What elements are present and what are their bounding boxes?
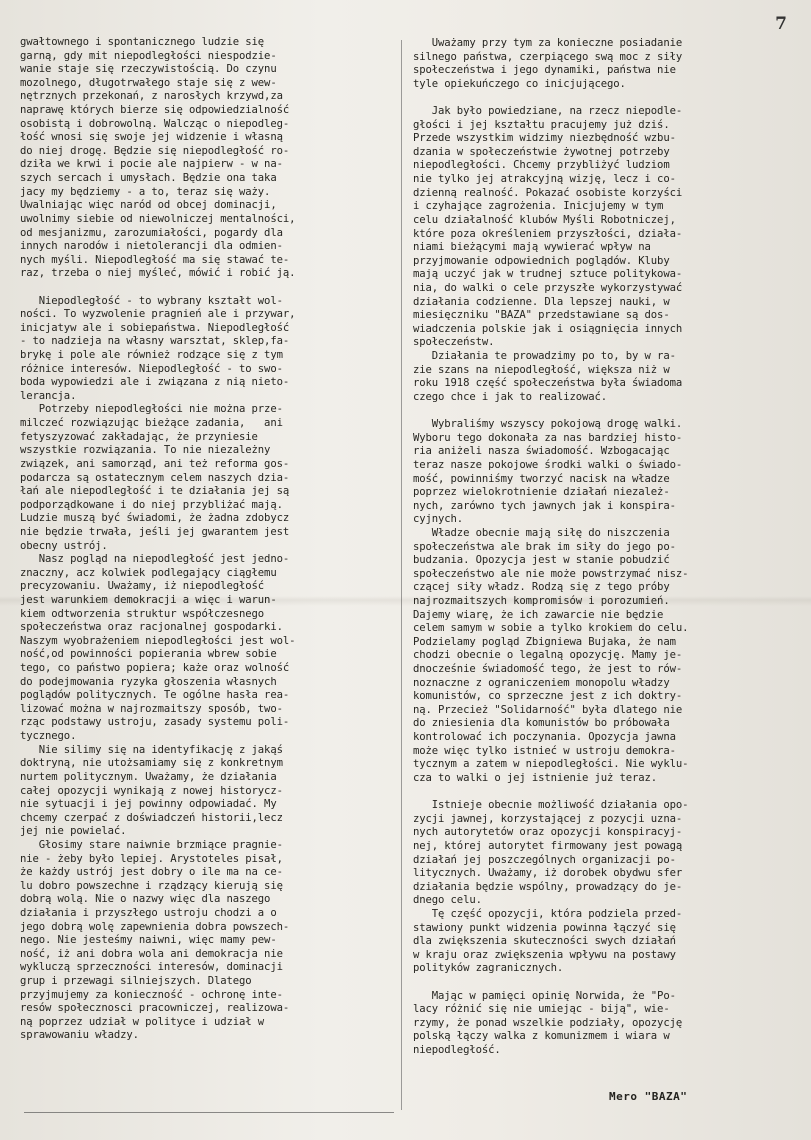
text-line: mają uczyć jak w trudnej sztuce politykowa-	[413, 268, 683, 281]
text-line: boda wypowiedzi ale i związana z nią nieto-	[20, 376, 290, 389]
text-line: tyle opiekuńczego co inicjującego.	[413, 77, 626, 90]
text-line: działania codzienne. Dla lepszej nauki, w	[413, 295, 670, 308]
text-line: stawiony punkt widzenia powinna łączyć się	[413, 921, 676, 934]
text-line: kontrolować ich poczynania. Opozycja jawna	[413, 731, 676, 744]
text-line: tycznego.	[20, 730, 77, 743]
text-line: celem samym w sobie a tylko krokiem do celu.	[413, 622, 689, 635]
text-line: polityków zagranicznych.	[413, 962, 564, 975]
text-line: może więc tylko istnieć w ustroju demokra-	[413, 744, 676, 757]
text-line: znaczny, acz kolwiek podlegający ciągłemu	[20, 566, 277, 579]
text-line: dla zwiększenia skuteczności swych działań	[413, 935, 676, 948]
text-line: roku 1918 część społeczeństwa była świadoma	[413, 377, 683, 390]
text-line: podporządkowane i do niej przybliżać mają.	[20, 498, 283, 511]
text-line: inicjatyw ale i sobiepaństwa. Niepodległość	[20, 321, 290, 334]
text-line	[413, 91, 798, 105]
text-line: Tę część opozycji, która podziela przed-	[413, 908, 683, 920]
text-line: wiadczenia polskie jak i osiągnięcia innych	[413, 322, 683, 335]
text-line: fetyszyzować zakładając, że przyniesie	[20, 430, 258, 443]
text-line: i czyhające zagrożenia. Inicjujemy w tym	[413, 200, 664, 213]
text-line: które poza określeniem przyszłości, działa-	[413, 227, 683, 240]
right-text-column	[413, 37, 798, 1058]
text-line: obecny ustrój.	[20, 539, 108, 552]
text-line: komunistów, co sprzeczne jest z ich doktry-	[413, 690, 683, 703]
text-line: działania będzie wspólny, prowadzący do je-	[413, 880, 683, 893]
text-line: nej, której autorytet firmowany jest powagą	[413, 839, 683, 852]
text-line: miesięczniku "BAZA" przedstawiane są dos-	[413, 309, 670, 322]
text-line: zie szans na niepodległość, większa niż w	[413, 363, 670, 376]
signature: Mero "BAZA"	[609, 1090, 688, 1103]
text-line: wykluczą sprzeczności interesów, dominacji	[20, 961, 283, 974]
text-line: precyzowaniu. Uważamy, iż niepodległość	[20, 580, 265, 593]
text-line: Potrzeby niepodległości nie można prze-	[20, 403, 283, 416]
bottom-rule	[24, 1112, 394, 1113]
text-line: ną. Przecież "Solidarność" była dlatego nie	[413, 703, 683, 716]
text-line: Ludzie muszą być świadomi, że żadna zdobycz	[20, 512, 290, 525]
text-line: doktryną, nie utożsamiamy się z konkretnym	[20, 757, 283, 770]
text-line: celu działalność klubów Myśli Robotniczej,	[413, 213, 676, 226]
text-line: zycji jawnej, korzystającej z pozycji uzna-	[413, 812, 683, 825]
text-line: ność,od powinności popierania wbrew sobie	[20, 648, 277, 661]
text-line: społeczeństwa i jego dynamiki, państwa nie	[413, 64, 676, 77]
text-line: łość wnosi się swoje jej widzenie i własną	[20, 131, 283, 144]
text-line: tego, co państwo popiera; każe oraz wolność	[20, 662, 290, 675]
text-line: nych, zarówno tych jawnych jak i konspira-	[413, 499, 676, 512]
text-line: społeczeństw.	[413, 336, 495, 349]
text-line: jacy my będziemy - a to, teraz się waży.	[20, 185, 271, 198]
text-line: szych sercach i umysłach. Będzie ona taka	[20, 172, 277, 185]
left-text-column	[20, 36, 392, 1043]
text-line: związek, ani samorząd, ani też reforma gos-	[20, 457, 290, 470]
text-line: teraz nasze pokojowe środki walki o świado-	[413, 458, 683, 471]
text-line: lu dobro powszechne i rządzący kierują się	[20, 879, 283, 892]
text-line: nurtem politycznym. Uważamy, że działania	[20, 770, 277, 783]
text-line: cza to walki o jej istnienie już teraz.	[413, 771, 658, 784]
text-line: nych myśli. Niepodległość ma się stawać te-	[20, 253, 290, 266]
text-line: rząc podstawy ustroju, zasady systemu poli-	[20, 716, 290, 729]
text-line: niepodległość.	[413, 1044, 501, 1057]
text-line: rzymy, że ponad wszelkie podziały, opozycję	[413, 1016, 683, 1029]
text-line: raz, trzeba o niej myśleć, mówić i robić ją.	[20, 267, 296, 280]
text-line: nie tylko jej atrakcyjną wizję, lecz i co-	[413, 173, 676, 186]
text-line: niami bieżącymi mają wywierać wpływ na	[413, 241, 651, 254]
text-line: sprawowaniu władzy.	[20, 1029, 139, 1042]
text-line: garną, gdy mit niepodległości niespodzie-	[20, 49, 277, 62]
text-line: czego chce i jak to realizować.	[413, 390, 607, 403]
text-line: lacy różnić się nie umiejąc - biją", wie-	[413, 1003, 670, 1016]
text-line: ności. To wyzwolenie pragnień ale i przywar,	[20, 308, 296, 321]
text-line: wanie staje się rzeczywistością. Do czynu	[20, 63, 277, 76]
text-line: nie będzie trwała, jeśli jej gwarantem jest	[20, 525, 290, 538]
text-line: litycznych. Uważamy, iż dorobek obydwu sfer	[413, 867, 683, 880]
text-line: naprawę których bierze się odpowiedzialność	[20, 104, 290, 117]
text-line: wszystkie rozwiązania. To nie niezależny	[20, 444, 271, 457]
text-line: nych autorytetów oraz opozycji konspiracyj-	[413, 826, 683, 839]
text-line: poprzez wielokrotnienie działań niezależ-	[413, 486, 670, 499]
text-line: jej nie powielać.	[20, 825, 127, 838]
text-line	[413, 976, 798, 990]
text-line: niepodległości. Chcemy przybliżyć ludziom	[413, 159, 670, 172]
text-line: całej opozycji wynikają z nowej historycz-	[20, 784, 283, 797]
text-line: Wyboru tego dokonała za nas bardziej histo-	[413, 431, 683, 444]
text-line: innych narodów i nietolerancji dla odmien-	[20, 240, 283, 253]
text-line: mozolnego, długotrwałego staje się z wew-	[20, 76, 277, 89]
text-line: grup i przewagi silniejszych. Dlatego	[20, 975, 252, 988]
text-line: ną poprzez udział w polityce i udział w	[20, 1015, 265, 1028]
text-line: milczeć rozwiązując bieżące zadania, ani	[20, 417, 283, 430]
text-line: dnocześnie świadomość tego, że jest to rów-	[413, 663, 683, 676]
text-line: nętrznych przekonań, z narosłych krzywd,za	[20, 90, 283, 103]
text-line: Władze obecnie mają siłę do niszczenia	[413, 526, 670, 539]
text-line: Dajemy wiarę, że ich zawarcie nie będzie	[413, 608, 664, 621]
text-line: polską łączy walka z komunizmem i wiara w	[413, 1030, 670, 1043]
text-line: lizować można w najrozmaitszy sposób, two-	[20, 702, 283, 715]
text-line: różnice interesów. Niepodległość - to swo-	[20, 362, 283, 375]
text-line: Głosimy stare naiwnie brzmiące pragnie-	[20, 838, 283, 851]
text-line: łań ale niepodległość i te działania jej są	[20, 485, 290, 498]
text-line: kiem odtworzenia struktur współczesnego	[20, 607, 265, 620]
text-line	[413, 404, 798, 418]
text-line: tycznym a zatem w niepodległości. Nie wyklu-	[413, 758, 689, 771]
text-line: mość, powinniśmy tworzyć nacisk na władze	[413, 472, 670, 485]
text-line: społeczeństwa oraz racjonalnej gospodarki.	[20, 621, 283, 634]
text-line: uwolnimy siebie od niewolniczej mentalności,	[20, 212, 296, 225]
text-line: dzienną realność. Pokazać osobiste korzyści	[413, 186, 683, 199]
text-line: nego. Nie jesteśmy naiwni, więc mamy pew-	[20, 934, 277, 947]
text-line: Nie silimy się na identyfikację z jakąś	[20, 743, 283, 756]
text-line: brykę i pole ale również rodzące się z tym	[20, 349, 283, 362]
text-line: Jak było powiedziane, na rzecz niepodle-	[413, 105, 683, 118]
text-line: gwałtownego i spontanicznego ludzie się	[20, 36, 265, 48]
text-line: Nasz pogląd na niepodległość jest jedno-	[20, 553, 290, 566]
text-line: dobrą wolą. Nie o nazwy więc dla naszego	[20, 893, 271, 906]
text-line: działania i przyszłego ustroju chodzi a o	[20, 907, 277, 919]
text-line: Naszym wyobrażeniem niepodległości jest wol-	[20, 634, 296, 647]
text-line: nia, do walki o cele przyszłe wykorzystywać	[413, 281, 683, 294]
text-line: społeczeństwa ale brak im siły do jego po-	[413, 540, 676, 553]
text-line: jego dobrą wolę zapewnienia dobra powszech-	[20, 920, 290, 933]
text-line: nie - żeby było lepiej. Arystoteles pisał,	[20, 852, 283, 865]
text-line: czącej siły władz. Rodzą się z tego próby	[413, 581, 670, 594]
text-line: nie sytuacji i jej powinny odpowiadać. My	[20, 798, 277, 811]
text-line: budzania. Opozycja jest w stanie pobudzić	[413, 554, 670, 567]
text-line: poglądów politycznych. Te ogólne hasła rea-	[20, 689, 290, 702]
text-line: Podzielamy pogląd Zbigniewa Bujaka, że nam	[413, 635, 676, 648]
page-number: 7	[775, 14, 787, 34]
text-line: przyjmowanie odpowiednich poglądów. Kluby	[413, 254, 670, 267]
text-line: dzania w społeczeństwie żywotnej potrzeby	[413, 145, 670, 158]
text-line: Niepodległość - to wybrany kształt wol-	[20, 294, 283, 307]
text-line: resów społecznosci pracowniczej, realizowa-	[20, 1002, 290, 1015]
text-line: ria aniżeli nasza świadomość. Wzbogacając	[413, 445, 670, 458]
text-line: - to nadzieja na własny warsztat, sklep,fa-	[20, 335, 290, 348]
text-line: głości i jej kształtu pracujemy już dziś.	[413, 118, 670, 131]
text-line: do niej drogę. Będzie się niepodległość ro-	[20, 144, 290, 157]
text-line: noznaczne z ograniczeniem monopolu władzy	[413, 676, 670, 689]
text-line: osobistą i dobrowolną. Walcząc o niepodleg-	[20, 117, 290, 130]
text-line: społeczeństwo ale nie może powstrzymać nisz-	[413, 567, 689, 580]
text-line	[413, 786, 798, 800]
text-line: Istnieje obecnie możliwość działania opo-	[413, 799, 689, 812]
text-line: dnego celu.	[413, 894, 482, 907]
text-line: Wybraliśmy wszyscy pokojową drogę walki.	[413, 418, 683, 431]
text-line: przyjmujemy za konieczność - ochronę inte-	[20, 988, 283, 1001]
text-line: chcemy czerpać z doświadczeń historii,lecz	[20, 811, 283, 824]
text-line: działań jej poszczególnych organizacji po-	[413, 853, 676, 866]
text-line: chodzi obecnie o legalną opozycję. Mamy je-	[413, 649, 683, 662]
text-line: Uwalniając więc naród od obcej dominacji,	[20, 199, 277, 212]
text-line: ność, iż ani dobra wola ani demokracja nie	[20, 947, 283, 960]
text-line: lerancja.	[20, 389, 77, 402]
text-line: Przede wszystkim widzimy niezbędność wzbu-	[413, 132, 676, 145]
text-line: że każdy ustrój jest dobry o ile ma na ce-	[20, 866, 283, 879]
text-line	[20, 281, 392, 295]
text-line: w kraju oraz zwiększenia wpływu na postawy	[413, 948, 676, 961]
text-line: podarcza są ostatecznym celem naszych dzia-	[20, 471, 290, 484]
column-divider	[401, 40, 402, 1110]
text-line: Uważamy przy tym za konieczne posiadanie	[413, 37, 683, 49]
text-line: jest warunkiem demokracji a więc i warun-	[20, 593, 277, 606]
text-line: od mesjanizmu, zarozumiałości, pogardy dla	[20, 226, 283, 239]
text-line: do podejmowania ryzyka głoszenia własnych	[20, 675, 277, 688]
text-line: najrozmaitszych kompromisów i porozumień.	[413, 594, 670, 607]
text-line: dziła we krwi i pocie ale najpierw - w na-	[20, 158, 283, 171]
text-line: Działania te prowadzimy po to, by w ra-	[413, 350, 676, 363]
text-line: do zniesienia dla komunistów bo próbowała	[413, 717, 670, 730]
text-line: cyjnych.	[413, 513, 464, 526]
text-line: Mając w pamięci opinię Norwida, że "Po-	[413, 989, 676, 1002]
text-line: silnego państwa, czerpiącego swą moc z siły	[413, 50, 683, 63]
